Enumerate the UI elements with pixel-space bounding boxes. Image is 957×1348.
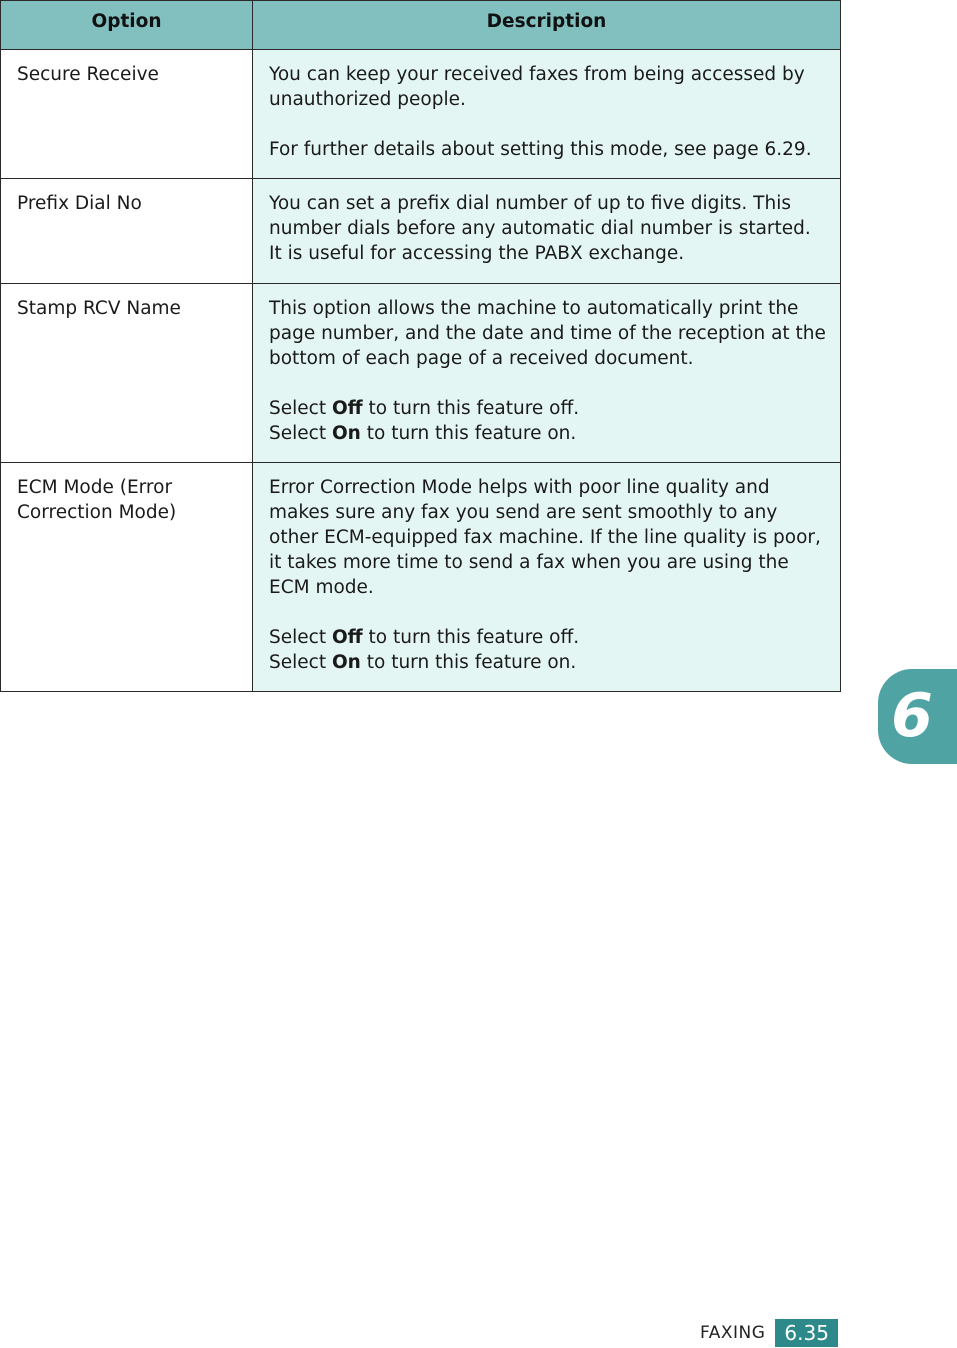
keyword-off: Off [331,627,363,648]
section-name: FAXING [700,1323,766,1343]
chapter-tab: 6 [878,669,957,764]
description-text: You can set a prefix dial number of up to five digits. This number dials before any automatic dial number is started. It is useful for accessing the PABX exchange. [269,193,811,264]
select-off-line: Select Off to turn this feature off. [269,398,580,419]
description-cell [253,284,841,463]
keyword-on: On [331,652,361,673]
table-header-row [1,1,841,50]
keyword-on: On [331,423,361,444]
table-row [1,50,841,179]
description-cell [253,179,841,284]
option-cell: Prefix Dial No [1,179,253,284]
select-off-line: Select Off to turn this feature off. [269,627,580,648]
options-table [0,0,841,692]
description-text: This option allows the machine to automatically print the page number, and the date and time of the reception at the bottom of each page of a received document. [269,298,826,369]
select-on-line: Select On to turn this feature on. [269,423,577,444]
option-cell: ECM Mode (Error Correction Mode) [1,463,253,692]
page-footer [700,1318,838,1348]
table-row [1,463,841,692]
option-cell: Secure Receive [1,50,253,179]
header-option: Option [1,1,253,50]
page-number: 6.35 [775,1319,838,1347]
keyword-off: Off [331,398,363,419]
description-cell [253,463,841,692]
select-on-line: Select On to turn this feature on. [269,652,577,673]
option-cell: Stamp RCV Name [1,284,253,463]
table-row [1,179,841,284]
description-text: Error Correction Mode helps with poor line quality and makes sure any fax you send are sent smoothly to any other ECM-equipped fax machine. If the line quality is poor, it takes more time to send a fax when you are using the ECM mode. [269,477,821,598]
description-text: For further details about setting this mode, see page 6.29. [269,139,812,160]
header-description: Description [253,1,841,50]
description-cell [253,50,841,179]
description-text: You can keep your received faxes from being accessed by unauthorized people. [269,64,805,110]
table-row [1,284,841,463]
